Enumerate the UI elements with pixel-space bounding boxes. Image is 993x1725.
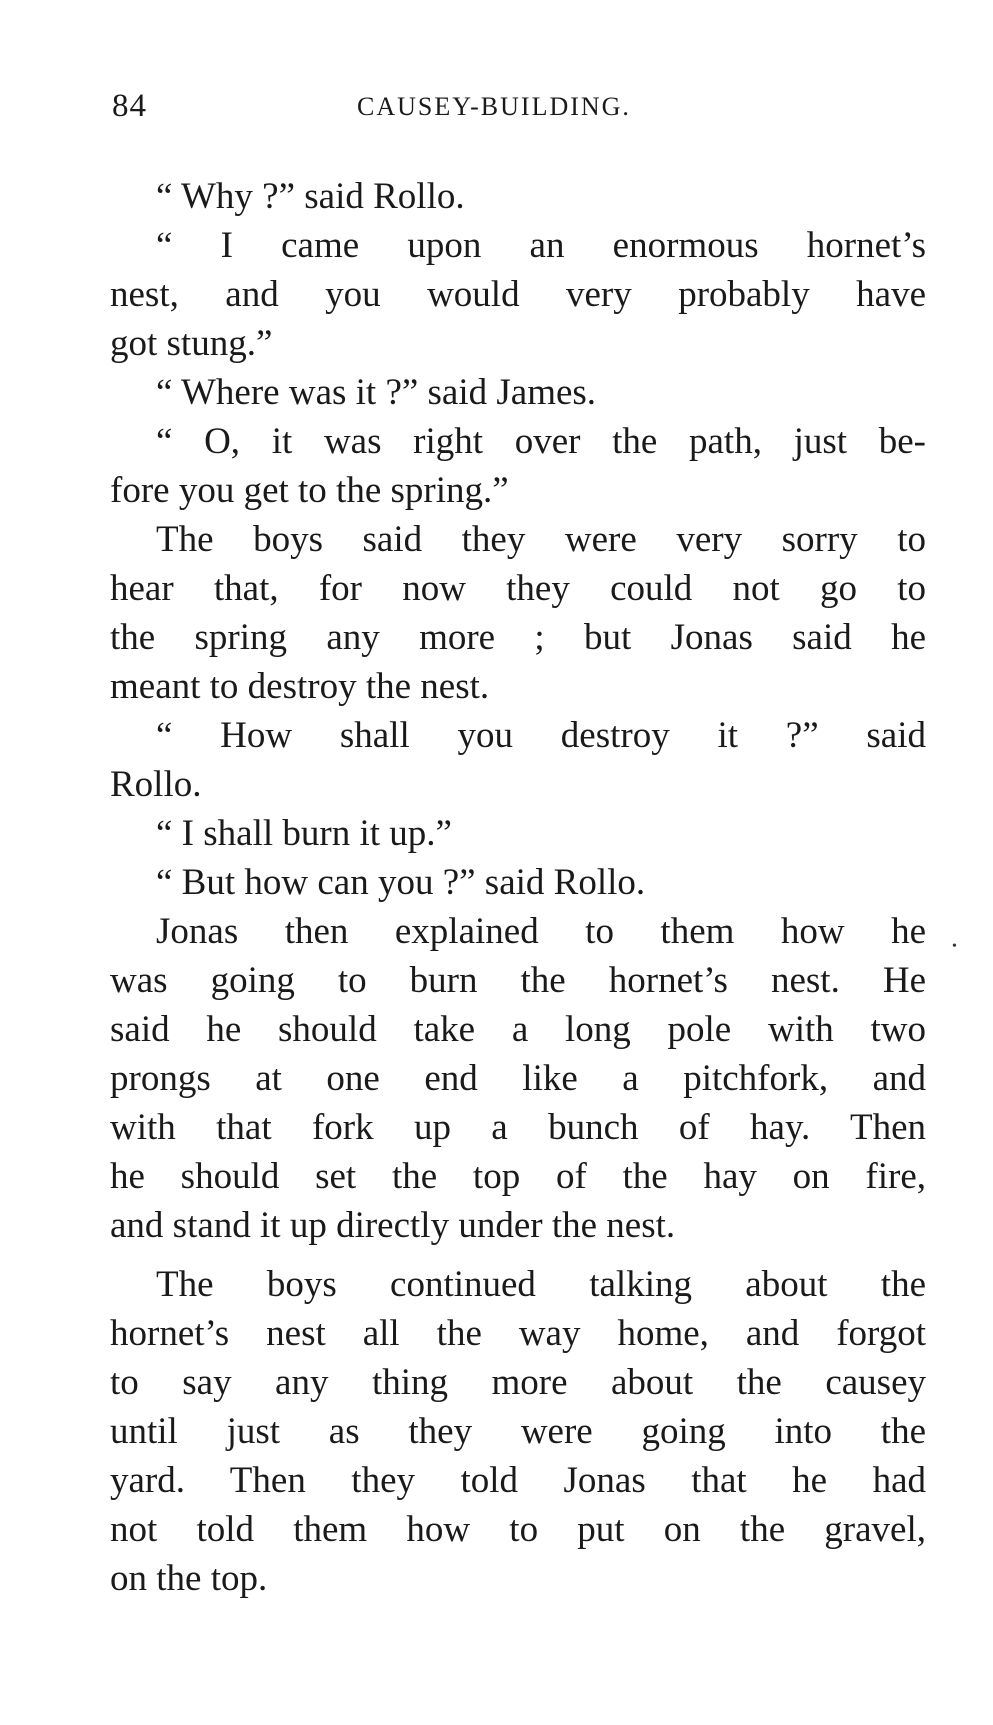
text-line: “ Where was it ?” said James.	[156, 372, 597, 413]
text-line: said he should take a long pole with two	[110, 1009, 926, 1050]
margin-speck: •	[952, 939, 957, 954]
text-line: was going to burn the hornet’s nest. He	[110, 960, 926, 1001]
text-line: the spring any more ; but Jonas said he	[110, 617, 926, 658]
text-line: “ O, it was right over the path, just be-	[156, 421, 926, 462]
text-line: meant to destroy the nest.	[110, 666, 490, 707]
text-line: “ I came upon an enormous hornet’s	[156, 225, 926, 266]
text-line: nest, and you would very probably have	[110, 274, 926, 315]
text-line: he should set the top of the hay on fire,	[110, 1156, 926, 1197]
text-line: with that fork up a bunch of hay. Then	[110, 1107, 926, 1148]
page-number: 84	[112, 88, 147, 124]
text-line: hear that, for now they could not go to	[110, 568, 926, 609]
body-text	[110, 172, 926, 1603]
text-line: “ Why ?” said Rollo.	[156, 176, 465, 217]
text-line: “ How shall you destroy it ?” said	[156, 715, 926, 756]
paragraph-gap	[110, 1250, 926, 1260]
text-line: prongs at one end like a pitchfork, and	[110, 1058, 926, 1099]
text-line: yard. Then they told Jonas that he had	[110, 1460, 926, 1501]
text-line: not told them how to put on the gravel,	[110, 1509, 926, 1550]
chapter-title: CAUSEY-BUILDING.	[357, 92, 631, 121]
text-line: “ But how can you ?” said Rollo.	[156, 862, 646, 903]
text-line: “ I shall burn it up.”	[156, 813, 452, 854]
text-line: The boys said they were very sorry to	[156, 519, 926, 560]
text-line: and stand it up directly under the nest.	[110, 1205, 676, 1246]
text-line: to say any thing more about the causey	[110, 1362, 926, 1403]
text-line: The boys continued talking about the	[156, 1264, 926, 1305]
text-line: Rollo.	[110, 764, 202, 805]
text-line: got stung.”	[110, 323, 273, 364]
text-line: Jonas then explained to them how he	[156, 911, 926, 952]
text-line: fore you get to the spring.”	[110, 470, 509, 511]
text-line: until just as they were going into the	[110, 1411, 926, 1452]
text-line: hornet’s nest all the way home, and forgot	[110, 1313, 926, 1354]
text-line: on the top.	[110, 1558, 268, 1599]
running-head	[112, 88, 932, 132]
